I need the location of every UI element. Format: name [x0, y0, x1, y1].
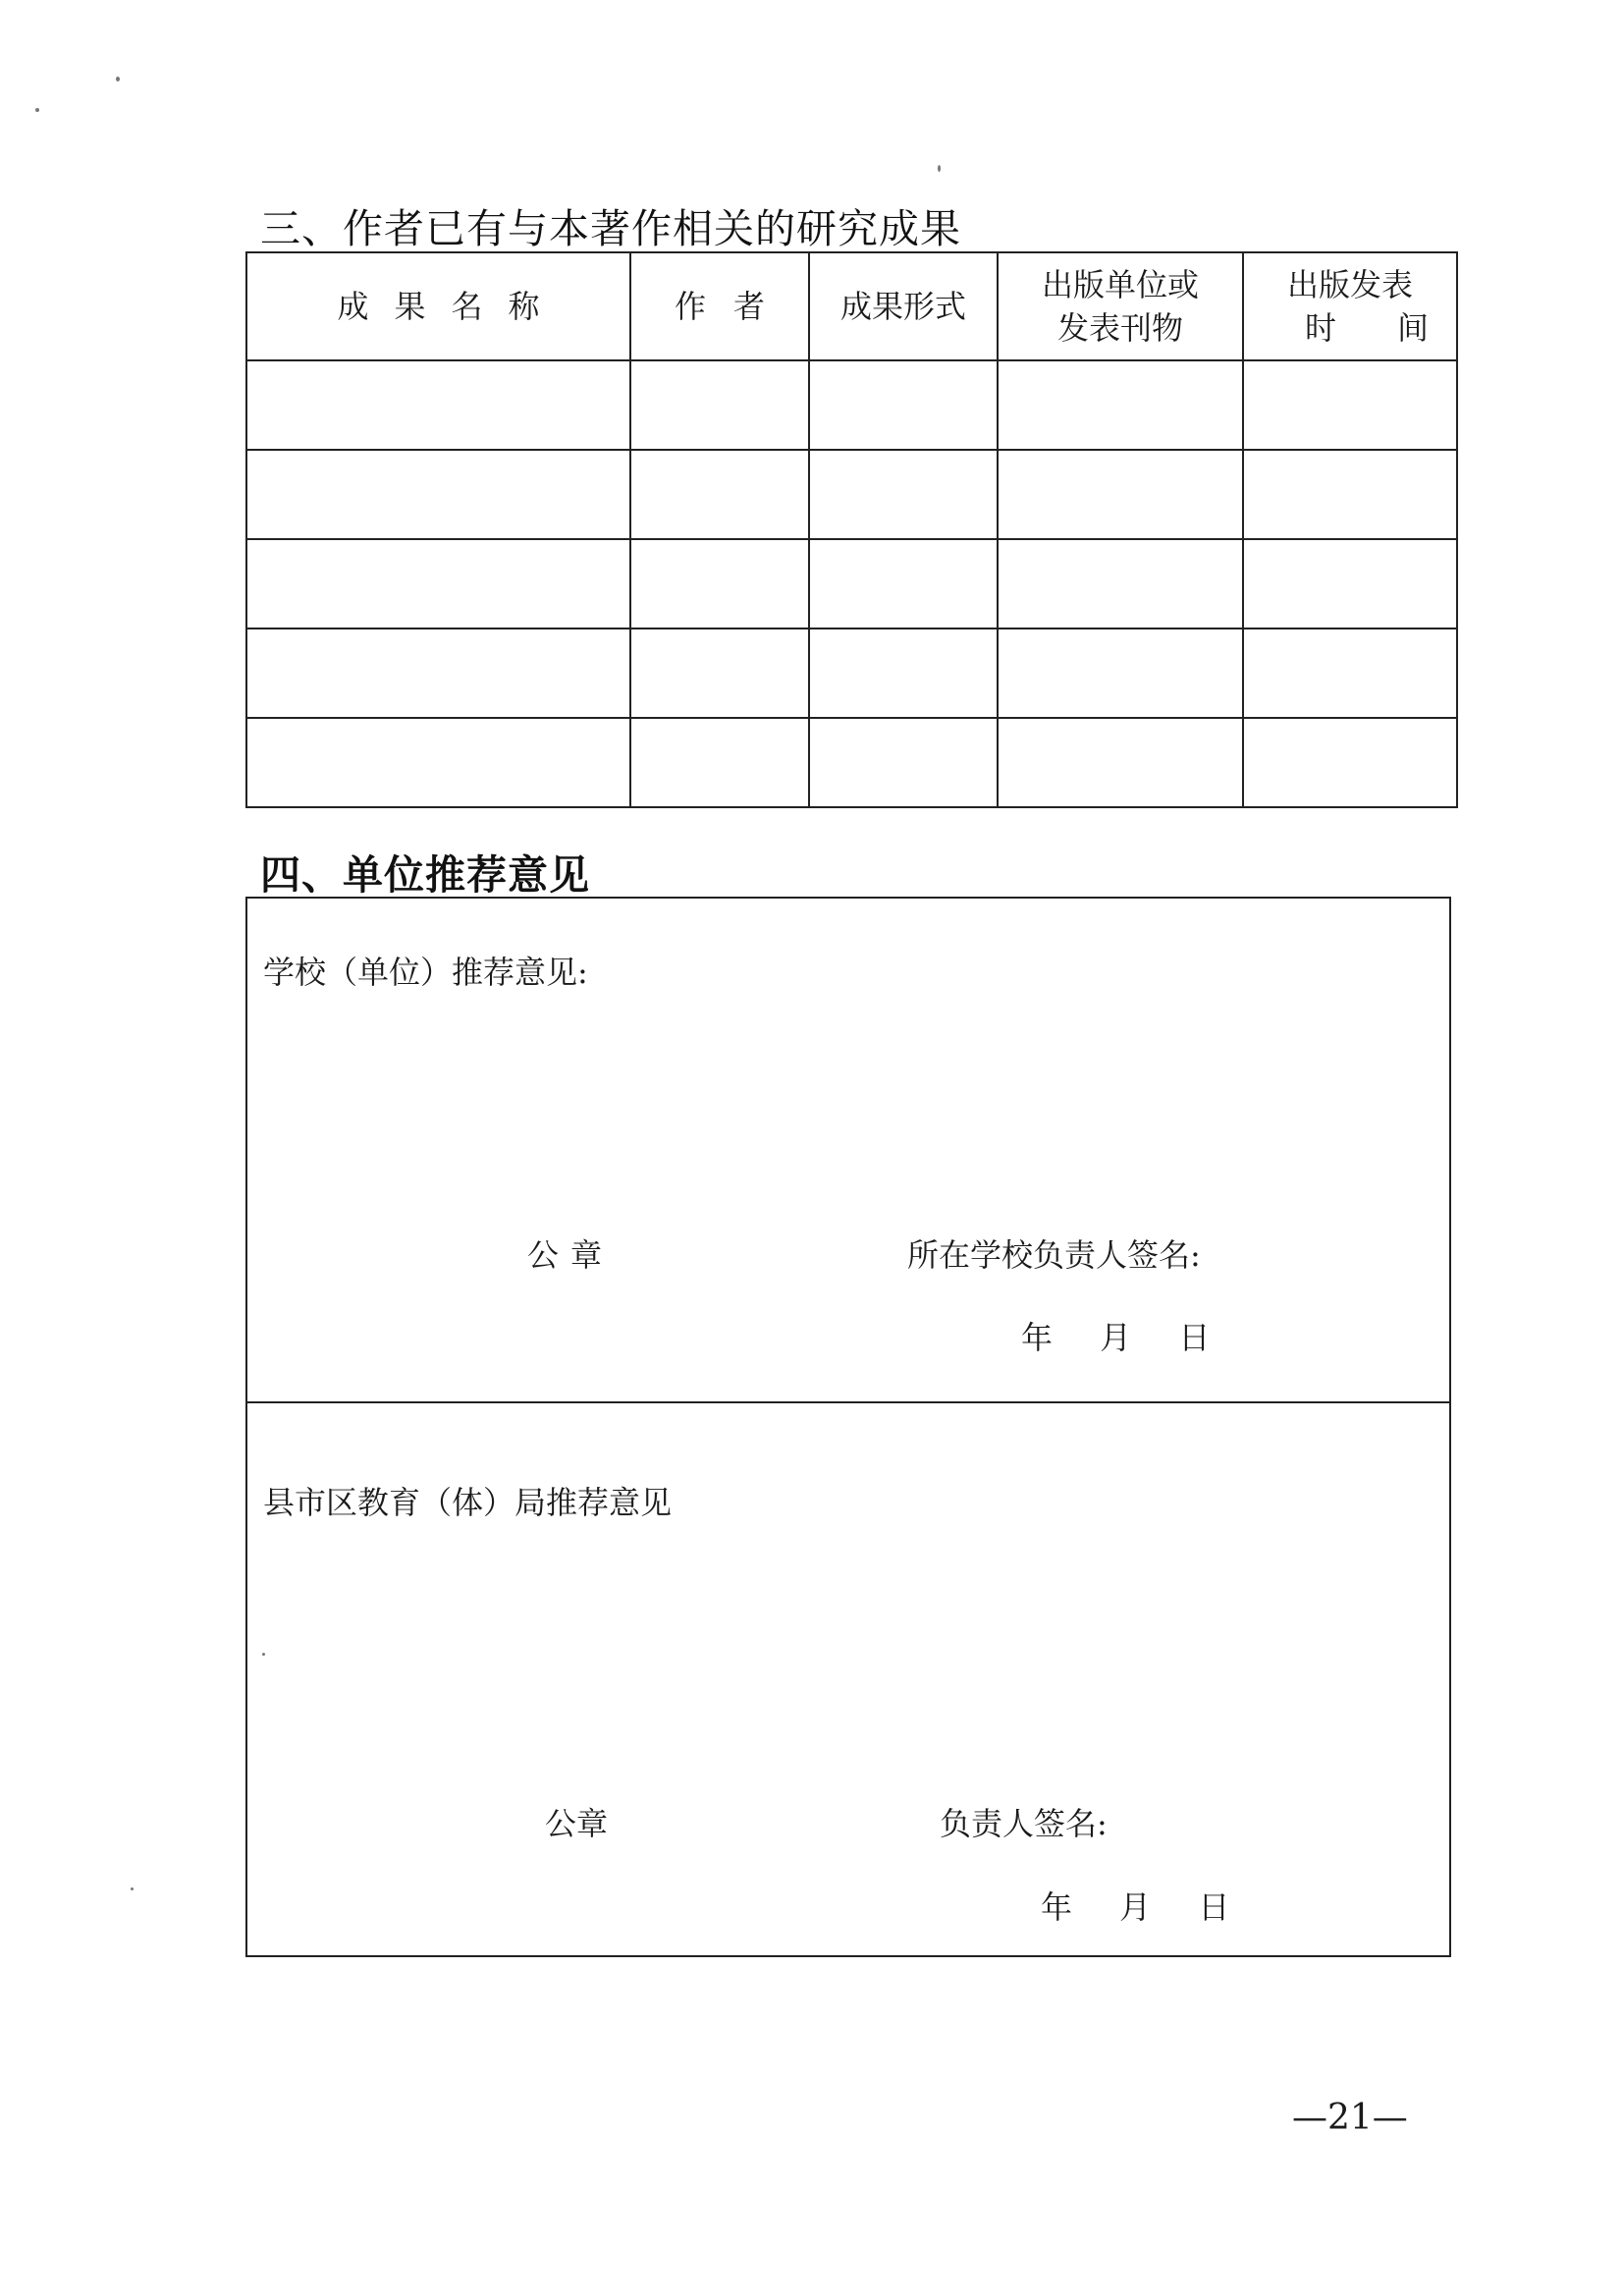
cell-author[interactable]: [630, 360, 809, 450]
school-seal-label: 公章: [527, 1236, 615, 1274]
table-header-row: [246, 252, 1457, 360]
county-signature-label: 负责人签名:: [940, 1805, 1108, 1842]
section3-title: 三、作者已有与本著作相关的研究成果: [260, 205, 961, 252]
scan-speck: [938, 165, 941, 172]
cell-publisher[interactable]: [998, 450, 1243, 539]
cell-result-form[interactable]: [809, 629, 998, 718]
scan-speck: [131, 1887, 134, 1890]
cell-author[interactable]: [630, 629, 809, 718]
cell-author[interactable]: [630, 718, 809, 807]
cell-result-name[interactable]: [246, 629, 630, 718]
header-result-name: 成果名称: [246, 252, 630, 360]
table-row: [246, 718, 1457, 807]
header-publish-time: 出版发表 时间: [1243, 252, 1457, 360]
page-number: —21—: [1292, 2098, 1408, 2138]
cell-publish-time[interactable]: [1243, 360, 1457, 450]
table-row: [246, 450, 1457, 539]
recommendation-box: [245, 897, 1451, 1957]
school-date-label: 年 月 日: [1021, 1319, 1211, 1356]
section4-title: 四、单位推荐意见: [260, 851, 590, 899]
research-results-table: [245, 251, 1490, 808]
cell-publisher[interactable]: [998, 629, 1243, 718]
scan-speck: [35, 108, 39, 112]
table-row: [246, 360, 1457, 450]
header-author: 作者: [630, 252, 809, 360]
header-publisher: 出版单位或 发表刊物: [998, 252, 1243, 360]
county-recommendation-label: 县市区教育（体）局推荐意见: [263, 1484, 673, 1521]
table-row: [246, 629, 1457, 718]
county-seal-label: 公章: [545, 1805, 609, 1842]
scan-speck: [262, 1653, 265, 1656]
cell-author[interactable]: [630, 539, 809, 629]
cell-publisher[interactable]: [998, 718, 1243, 807]
cell-result-name[interactable]: [246, 360, 630, 450]
cell-publisher[interactable]: [998, 360, 1243, 450]
cell-result-form[interactable]: [809, 450, 998, 539]
cell-publish-time[interactable]: [1243, 718, 1457, 807]
cell-result-name[interactable]: [246, 718, 630, 807]
cell-publish-time[interactable]: [1243, 539, 1457, 629]
scan-speck: [116, 77, 120, 82]
cell-publisher[interactable]: [998, 539, 1243, 629]
cell-result-name[interactable]: [246, 450, 630, 539]
county-recommendation-section[interactable]: [247, 1403, 1449, 1959]
cell-publish-time[interactable]: [1243, 629, 1457, 718]
cell-result-name[interactable]: [246, 539, 630, 629]
cell-publish-time[interactable]: [1243, 450, 1457, 539]
cell-author[interactable]: [630, 450, 809, 539]
cell-result-form[interactable]: [809, 360, 998, 450]
cell-result-form[interactable]: [809, 539, 998, 629]
county-date-label: 年 月 日: [1041, 1888, 1230, 1926]
table-row: [246, 539, 1457, 629]
cell-result-form[interactable]: [809, 718, 998, 807]
header-result-form: 成果形式: [809, 252, 998, 360]
school-recommendation-label: 学校（单位）推荐意见:: [263, 954, 588, 991]
school-recommendation-section[interactable]: [247, 899, 1449, 1403]
school-signature-label: 所在学校负责人签名:: [907, 1236, 1201, 1274]
